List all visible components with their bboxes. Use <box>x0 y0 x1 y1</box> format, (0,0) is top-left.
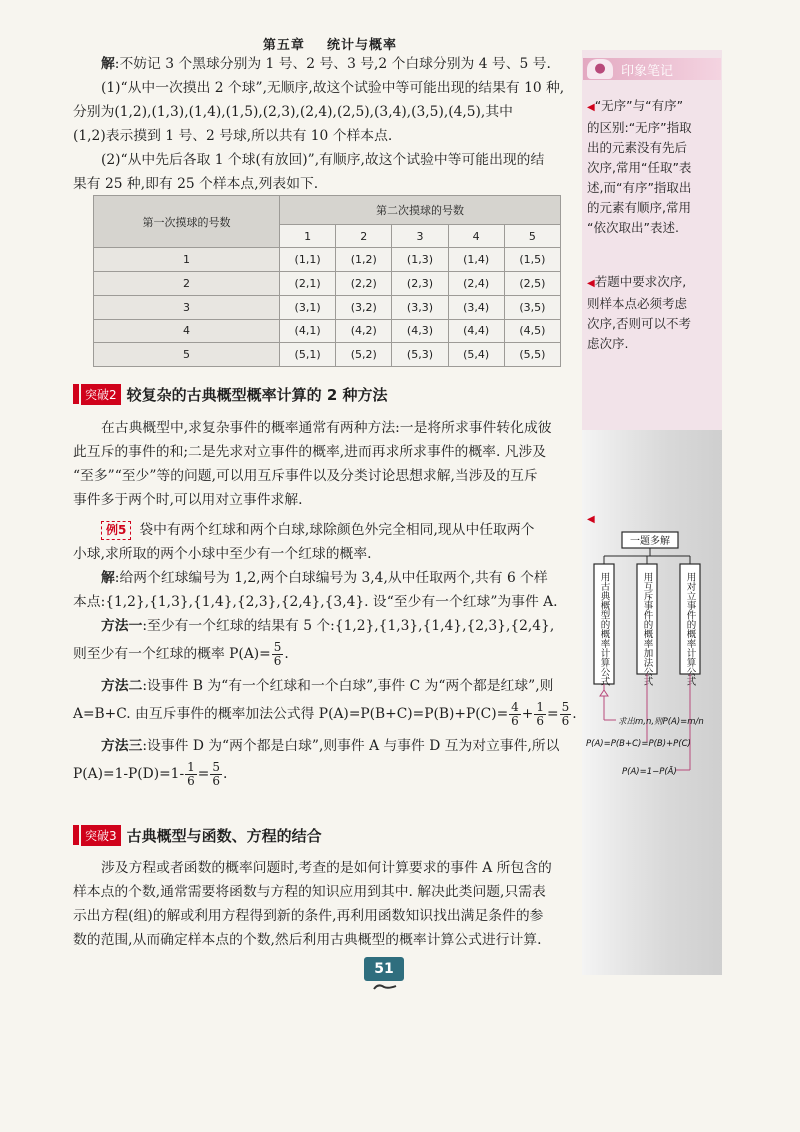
col-label: 3 <box>392 224 448 248</box>
sol-label: 解 <box>101 570 115 586</box>
section3-badge: 突破3 <box>81 825 121 846</box>
table-cell: (3,4) <box>448 295 504 319</box>
table-cell: (4,1) <box>280 319 336 343</box>
table-cell: (2,5) <box>504 272 560 296</box>
col-label: 1 <box>280 224 336 248</box>
method3-line2: P(A)=1-P(D)=1- $\frac{1}{6}$ = $\frac{5}{6}$ . <box>73 760 228 788</box>
s3-body-line4: 数的范围,从而确定样本点的个数,然后利用古典概型的概率计算公式进行计算. <box>73 932 542 948</box>
method3-label: 方法三 <box>101 738 143 754</box>
table-row <box>94 343 561 367</box>
table-cell: (1,4) <box>448 248 504 272</box>
sol-line1: 解:给两个红球编号为 1,2,两个白球编号为 3,4,从中任取两个,共有 6 个样 <box>101 570 548 586</box>
fraction: $\frac{5}{6}$ <box>273 640 282 668</box>
s2-body-line2: 此互斥的事件的和;二是先求对立事件的概率,进而再求所求事件的概率. 凡涉及 <box>73 444 547 460</box>
fraction: $\frac{1}{6}$ <box>187 760 195 788</box>
table-cell: (5,2) <box>336 343 392 367</box>
row-header: 第一次摸球的号数 <box>94 196 280 248</box>
part1-line2: 分别为(1,2),(1,3),(1,4),(1,5),(2,3),(2,4),(2,5),(3,4),(3,5),(4,5),其中 <box>73 104 513 120</box>
formula-2: P(A)=P(B+C)=P(B)+P(C) <box>586 739 691 749</box>
formula-3: P(A)=1−P(Ā) <box>622 767 677 777</box>
sidebar-note-2: ◀若题中要求次序, 则样本点必须考虑 次序,否则可以不考 虑次序. <box>587 274 691 351</box>
diagram-title: 一题多解 <box>630 536 670 547</box>
section-bar <box>73 825 79 845</box>
table-cell: (5,3) <box>392 343 448 367</box>
s2-body-line3: “至多”“至少”等的问题,可以用互斥事件以及分类讨论思想求解,当涉及的互斥 <box>73 468 538 484</box>
method2-line2: A=B+C. 由互斥事件的概率加法公式得 P(A)=P(B+C)=P(B)+P(C)= $\frac{4}{6}$ + $\frac{1}{6}$ = $\frac{5}{6}$ . <box>73 700 577 728</box>
table-cell: (2,3) <box>392 272 448 296</box>
chapter-label: 第五章 <box>262 38 305 53</box>
table-row <box>94 319 561 343</box>
fraction: $\frac{5}{6}$ <box>212 760 220 788</box>
running-header <box>0 34 660 53</box>
s3-body-line3: 示出方程(组)的解或利用方程得到新的条件,再利用函数知识找出满足条件的参 <box>73 908 544 924</box>
row-label: 5 <box>94 343 280 367</box>
chapter-title: 统计与概率 <box>327 38 398 53</box>
sidebar-note-1: ◀“无序”与“有序” 的区别:“无序”指取 出的元素没有先后 次序,常用“任取”表 述,而“有序”指取出 的元素有顺序,常用 “依次取出”表述. <box>587 98 692 235</box>
method2-line1: 方法二:设事件 B 为“有一个红球和一个白球”,事件 C 为“两个都是红球”,则 <box>101 678 554 694</box>
row-label: 4 <box>94 319 280 343</box>
col-label: 4 <box>448 224 504 248</box>
section2-heading <box>73 382 578 406</box>
s2-body-line4: 事件多于两个时,可以用对立事件求解. <box>73 492 303 508</box>
section-bar <box>73 384 79 404</box>
part2-line2: 果有 25 种,即有 25 个样本点,列表如下. <box>73 176 319 192</box>
table-cell: (2,4) <box>448 272 504 296</box>
note-arrow-icon: ◀ <box>587 278 595 289</box>
table-cell: (5,5) <box>504 343 560 367</box>
section3-heading <box>73 823 578 847</box>
table-row <box>94 272 561 296</box>
part2-line1: (2)“从中先后各取 1 个球(有放回)”,有顺序,故这个试验中等可能出现的结 <box>101 152 545 168</box>
example-line1: 例5 袋中有两个红球和两个白球,球除颜色外完全相同,现从中任取两个 <box>73 518 578 542</box>
table-cell: (4,4) <box>448 319 504 343</box>
section2-badge: 突破2 <box>81 384 121 405</box>
method-box-3-label: 用对立事件的概率计算公式 <box>684 572 696 686</box>
solution-line: 解:不妨记 3 个黑球分别为 1 号、2 号、3 号,2 个白球分别为 4 号、5 号. <box>101 56 551 72</box>
intro-block <box>73 52 578 196</box>
table-cell: (3,1) <box>280 295 336 319</box>
outcome-table <box>93 195 561 367</box>
section3-title: 古典概型与函数、方程的结合 <box>126 826 322 845</box>
page-number: 51 <box>364 957 404 981</box>
fraction: $\frac{4}{6}$ <box>511 700 519 728</box>
row-label: 2 <box>94 272 280 296</box>
formula-1: 求出m,n,则P(A)=m/n <box>618 717 704 727</box>
section2-title: 较复杂的古典概型概率计算的 2 种方法 <box>126 385 388 404</box>
fraction: $\frac{1}{6}$ <box>536 700 544 728</box>
table-cell: (4,3) <box>392 319 448 343</box>
col-label: 2 <box>336 224 392 248</box>
solution-label: 解 <box>101 56 115 72</box>
sidebar-marker <box>587 508 719 530</box>
table-cell: (1,2) <box>336 248 392 272</box>
s2-body-line1: 在古典概型中,求复杂事件的概率通常有两种方法:一是将所求事件转化成彼 <box>101 420 552 436</box>
elephant-icon: ● <box>587 59 613 79</box>
method1-label: 方法一 <box>101 618 143 634</box>
notes-tab <box>583 58 721 80</box>
part1-line1: (1)“从中一次摸出 2 个球”,无顺序,故这个试验中等可能出现的结果有 10 种, <box>101 80 565 96</box>
notes-tab-label: 印象笔记 <box>621 63 674 79</box>
col-label: 5 <box>504 224 560 248</box>
table-cell: (4,5) <box>504 319 560 343</box>
part1-line3: (1,2)表示摸到 1 号、2 号球,所以共有 10 个样本点. <box>73 128 393 144</box>
section2-body <box>73 416 578 790</box>
example-line2: 小球,求所取的两个小球中至少有一个红球的概率. <box>73 546 372 562</box>
table-cell: (1,5) <box>504 248 560 272</box>
table-cell: (3,2) <box>336 295 392 319</box>
table-row <box>94 248 561 272</box>
s3-body-line2: 样本点的个数,通常需要将函数与方程的知识应用到其中. 解决此类问题,只需表 <box>73 884 546 900</box>
method-box-1-label: 用古典概型的概率计算公式 <box>598 572 610 686</box>
table-cell: (1,1) <box>280 248 336 272</box>
table-cell: (2,2) <box>336 272 392 296</box>
section3-body <box>73 856 578 952</box>
page-decoration-icon <box>372 983 398 991</box>
note-arrow-icon: ◀ <box>587 514 595 525</box>
table-row <box>94 295 561 319</box>
method-box-2-label: 用互斥事件的概率加法公式 <box>641 572 653 686</box>
note-arrow-icon: ◀ <box>587 102 595 113</box>
table-cell: (1,3) <box>392 248 448 272</box>
example-badge: 例5 <box>101 521 131 540</box>
table-cell: (5,4) <box>448 343 504 367</box>
table-cell: (4,2) <box>336 319 392 343</box>
method3-line1: 方法三:设事件 D 为“两个都是白球”,则事件 A 与事件 D 互为对立事件,所以 <box>101 738 560 754</box>
method1-line2: 则至少有一个红球的概率 P(A)= $\frac{5}{6}$ . <box>73 640 289 668</box>
method-diagram <box>586 528 720 778</box>
s3-body-line1: 涉及方程或者函数的概率问题时,考查的是如何计算要求的事件 A 所包含的 <box>101 860 552 876</box>
col-header: 第二次摸球的号数 <box>280 196 561 225</box>
method1-line1: 方法一:至少有一个红球的结果有 5 个:{1,2},{1,3},{1,4},{2,3},{2,4}, <box>101 618 555 634</box>
sol-line2: 本点:{1,2},{1,3},{1,4},{2,3},{2,4},{3,4}. 设“至少有一个红球”为事件 A. <box>73 594 558 610</box>
table-cell: (3,3) <box>392 295 448 319</box>
row-label: 3 <box>94 295 280 319</box>
table-cell: (5,1) <box>280 343 336 367</box>
table-cell: (3,5) <box>504 295 560 319</box>
fraction: $\frac{5}{6}$ <box>561 700 570 728</box>
table-cell: (2,1) <box>280 272 336 296</box>
method2-label: 方法二 <box>101 678 143 694</box>
row-label: 1 <box>94 248 280 272</box>
